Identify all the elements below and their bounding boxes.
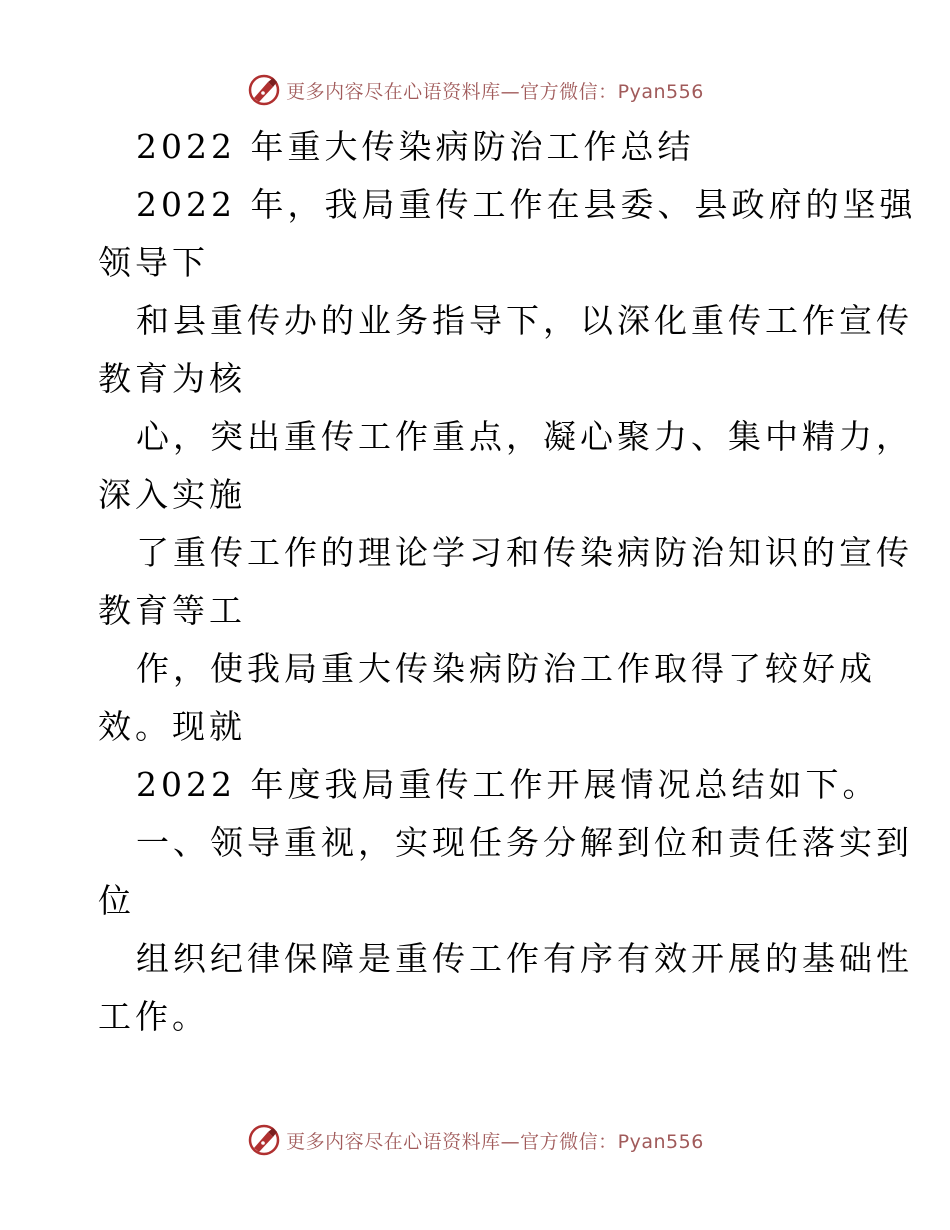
footer-watermark-text: 更多内容尽在心语资料库—官方微信：Pyan556 [286, 1130, 704, 1153]
paragraph-line: 教育为核 [98, 359, 246, 398]
header-watermark-banner [0, 70, 950, 110]
paragraph-line: 2022 年度我局重传工作开展情况总结如下。 [136, 765, 880, 804]
section-heading-continued: 位 [98, 881, 135, 920]
section-heading: 一、领导重视，实现任务分解到位和责任落实到 [136, 823, 913, 862]
document-title: 2022 年重大传染病防治工作总结 [136, 127, 695, 166]
paragraph-line: 组织纪律保障是重传工作有序有效开展的基础性 [136, 939, 913, 978]
pen-nib-logo-icon [246, 1122, 282, 1158]
paragraph-line: 2022 年，我局重传工作在县委、县政府的坚强 [136, 185, 917, 224]
header-watermark-text: 更多内容尽在心语资料库—官方微信：Pyan556 [286, 80, 704, 103]
paragraph-line: 了重传工作的理论学习和传染病防治知识的宣传 [136, 533, 913, 572]
paragraph-line: 工作。 [98, 997, 209, 1036]
paragraph-line: 心，突出重传工作重点，凝心聚力、集中精力， [136, 417, 913, 456]
document-body [98, 118, 917, 1046]
paragraph-line: 深入实施 [98, 475, 246, 514]
footer-watermark-banner [0, 1120, 950, 1160]
pen-nib-logo-icon [246, 72, 282, 108]
paragraph-line: 作，使我局重大传染病防治工作取得了较好成 [136, 649, 876, 688]
paragraph-line: 和县重传办的业务指导下，以深化重传工作宣传 [136, 301, 913, 340]
paragraph-line: 教育等工 [98, 591, 246, 630]
paragraph-line: 效。现就 [98, 707, 246, 746]
paragraph-line: 领导下 [98, 243, 209, 282]
